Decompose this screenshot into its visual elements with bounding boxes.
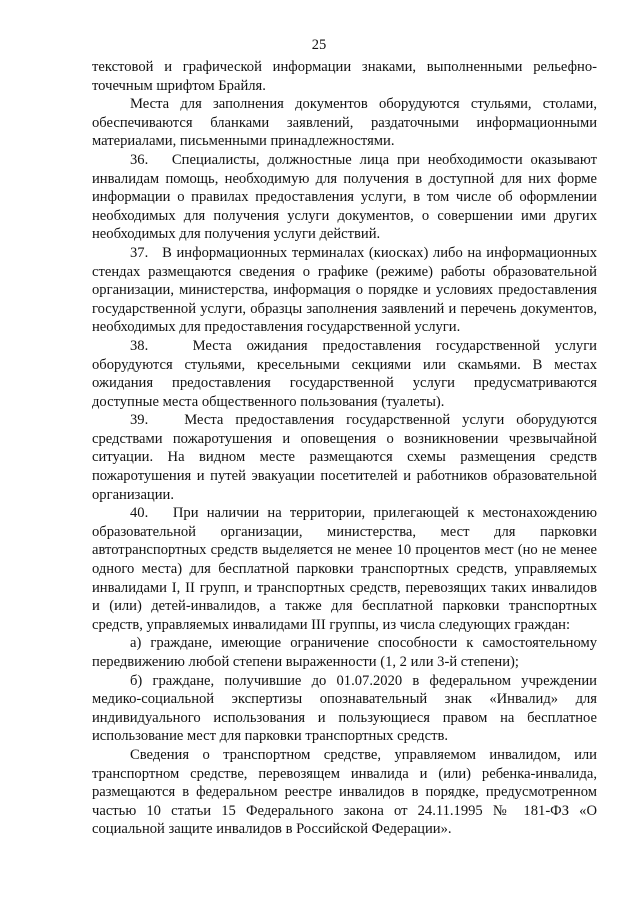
paragraph-40: 40. При наличии на территории, прилегающей к местонахождению образовательной организации, министерства, мест для парковки автотранспортных средств выделяется не менее 10 процентов мест (но не менее одного места) для бесплатной парковки транспортных средств, управляемых инвалидами I, II групп, и транспортных средств, перевозящих таких инвалидов и (или) детей-инвалидов, а также для бесплатной парковки транспортных средств, управляемых инвалидами III группы, из числа следующих граждан: [92, 505, 597, 633]
paragraph-40-b: б) граждане, получившие до 01.07.2020 в федеральном учреждении медико-социальной экспертизы опознавательный знак «Инвалид» для индивидуального использования и пользующиеся правом на бесплатное использование мест для парковки транспортных средств. [92, 672, 597, 745]
paragraph-40-a: а) граждане, имеющие ограничение способности к самостоятельному передвижению любой степени выраженности (1, 2 или 3-й степени); [92, 635, 597, 670]
paragraph-documents-places: Места для заполнения документов оборудуются стульями, столами, обеспечиваются бланками заявлений, раздаточными информационными материалами, письменными принадлежностями. [92, 96, 597, 150]
page-number: 25 [311, 37, 327, 53]
paragraph-continuation: текстовой и графической информации знаками, выполненными рельефно-точечным шрифтом Брайля. [92, 59, 597, 94]
paragraph-37: 37. В информационных терминалах (киосках) либо на информационных стендах размещаются сведения о графике (режиме) работы образовательной организации, министерства, информация о порядке и условиях предоставления государственной услуги, образцы заполнения заявлений и перечень документов, необходимых для предоставления государственной услуги. [92, 244, 597, 336]
paragraph-vehicle-info: Сведения о транспортном средстве, управляемом инвалидом, или транспортном средстве, перевозящем инвалида и (или) ребенка-инвалида, размещаются в федеральном реестре инвалидов в порядке, предусмотренном частью 10 статьи 15 Федерального закона от 24.11.1995 № 181-ФЗ «О социальной защите инвалидов в Российской Федерации». [92, 746, 597, 838]
paragraph-39: 39. Места предоставления государственной услуги оборудуются средствами пожаротушения и оповещения о возникновении чрезвычайной ситуации. На видном месте размещаются схемы размещения средств пожаротушения и путей эвакуации посетителей и работников образовательной организации. [92, 412, 597, 503]
paragraph-36: 36. Специалисты, должностные лица при необходимости оказывают инвалидам помощь, необходимую для получения в доступной для них форме информации о правилах предоставления услуги, в том числе об оформлении необходимых для получения услуги документов, о совершении ими других необходимых для получения услуги действий. [92, 151, 597, 243]
paragraph-38: 38. Места ожидания предоставления государственной услуги оборудуются стульями, кресельными секциями или скамьями. В местах ожидания предоставления государственной услуги предусматриваются доступные места общественного пользования (туалеты). [92, 337, 597, 410]
document-body [92, 58, 597, 839]
